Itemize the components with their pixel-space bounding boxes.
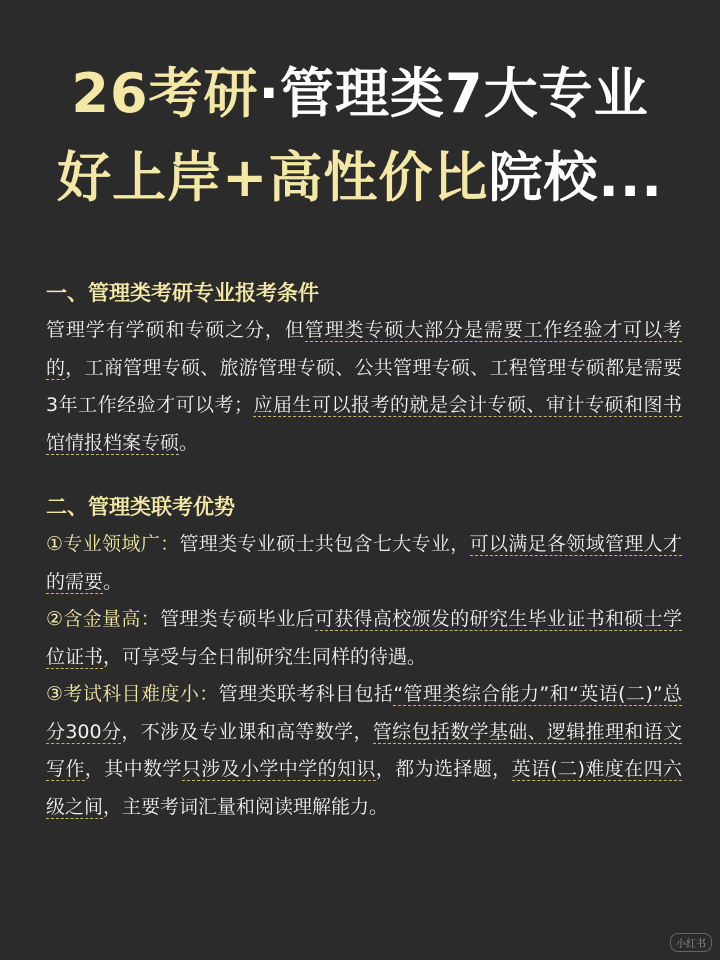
- title-part: 26考研: [71, 62, 259, 125]
- text-run: ，其中数学: [84, 758, 182, 780]
- section-heading: 二、管理类联考优势: [46, 495, 235, 519]
- title-line-1: [0, 52, 720, 136]
- advantage-item: [46, 601, 682, 676]
- underlined-text: 只涉及小学中学的知识: [181, 758, 376, 780]
- advantage-item: [46, 526, 682, 601]
- text-run: ，不涉及专业课和高等数学，: [121, 720, 373, 743]
- title-part: 好上岸+高性价比: [57, 146, 489, 209]
- underlined-text: 应届生可以报考的就是会计专硕、审计专硕和图书馆情报档案专硕: [46, 394, 682, 454]
- text-run: 管理类专硕毕业后: [160, 608, 315, 630]
- text-run: ，工商管理专硕、旅游管理专硕、公共管理专硕、工程管理专硕都是需要3年工作经验才可以考；: [46, 356, 682, 416]
- underlined-text: 可获得高校颁发的研究生毕业证书和硕士学位证书: [46, 608, 682, 668]
- section-heading: 一、管理类考研专业报考条件: [46, 281, 319, 305]
- item-lead: ②含金量高：: [46, 608, 161, 630]
- underlined-text: “管理类综合能力”和“英语(二)”总分300分: [46, 683, 682, 743]
- spacer: [46, 462, 682, 492]
- text-run: 。: [179, 431, 199, 454]
- title-part: ·: [258, 62, 281, 125]
- text-run: 管理学有学硕和专硕之分，但: [46, 319, 305, 341]
- text-run: ，都为选择题，: [375, 758, 512, 780]
- cover-title: [0, 52, 720, 220]
- underlined-text: 管理类专硕大部分是需要工作经验才可以考的: [46, 319, 682, 379]
- watermark-badge: 小红书: [670, 933, 712, 952]
- title-part: 院校...: [488, 146, 663, 209]
- underlined-text: 英语(二)难度在四六级之间: [46, 758, 682, 818]
- text-run: 管理类专业硕士共包含七大专业，: [179, 533, 470, 555]
- item-lead: ①专业领域广：: [46, 533, 180, 555]
- article-body: [46, 278, 682, 826]
- underlined-text: 可以满足各领域管理人才的需要: [46, 533, 682, 593]
- underlined-text: 管综包括数学基础、逻辑推理和语文写作: [46, 720, 682, 780]
- text-run: 管理类联考科目包括: [218, 683, 394, 705]
- text-run: 。: [103, 570, 123, 593]
- section-paragraph: [46, 312, 682, 462]
- text-run: ，主要考词汇量和阅读理解能力。: [103, 795, 389, 818]
- title-part: 管理类7大专业: [280, 62, 649, 125]
- title-line-2: [0, 136, 720, 220]
- text-run: ，可享受与全日制研究生同样的待遇。: [103, 645, 427, 668]
- advantage-item: [46, 676, 682, 826]
- item-lead: ③考试科目难度小：: [46, 683, 219, 705]
